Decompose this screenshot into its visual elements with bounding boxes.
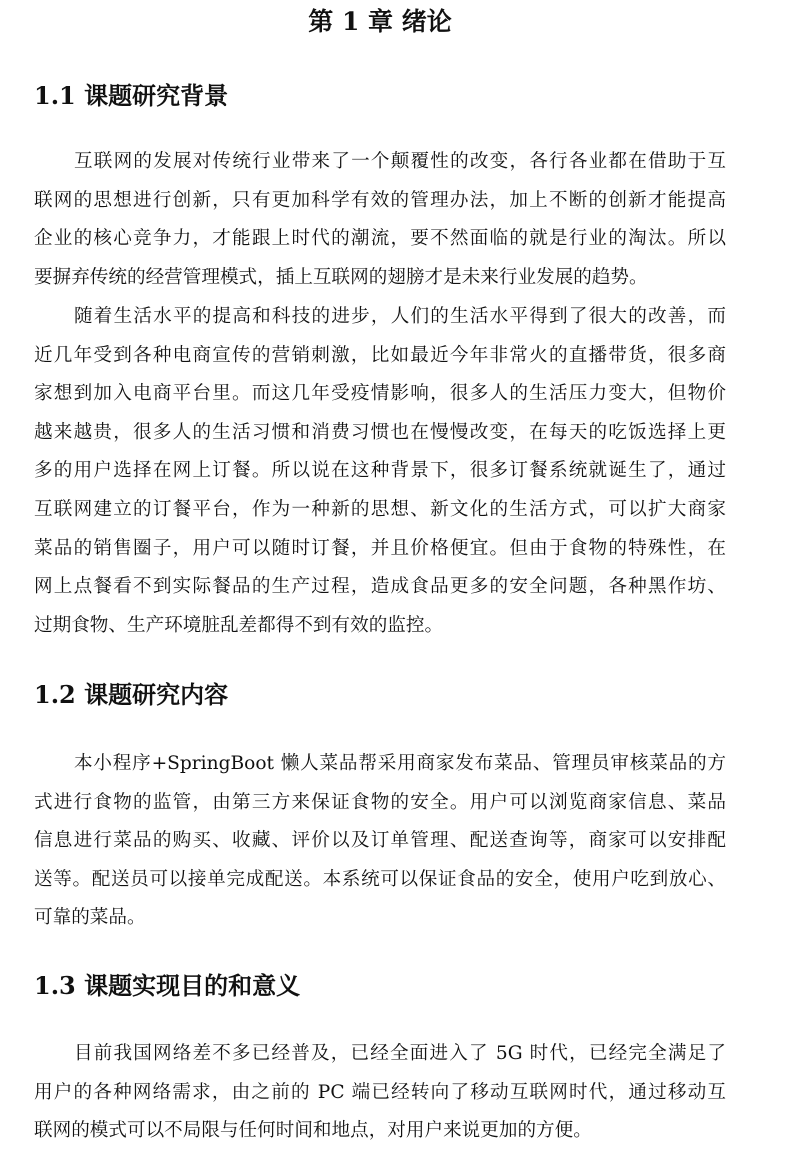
text-line: 联网的思想进行创新，只有更加科学有效的管理办法，加上不断的创新才能提高	[34, 189, 726, 211]
text-line: 越来越贵，很多人的生活习惯和消费习惯也在慢慢改变，在每天的吃饭选择上更	[34, 421, 726, 443]
text-line: 网上点餐看不到实际餐品的生产过程，造成食品更多的安全问题，各种黑作坊、	[34, 576, 726, 598]
text-line: 多的用户选择在网上订餐。所以说在这种背景下，很多订餐系统就诞生了，通过	[34, 460, 726, 482]
paragraph-1-1-a	[34, 143, 726, 297]
chapter-title: 第 1 章 绪论	[308, 7, 452, 36]
text-line: 随着生活水平的提高和科技的进步，人们的生活水平得到了很大的改善，而	[74, 306, 726, 327]
text-line: 式进行食物的监管，由第三方来保证食物的安全。用户可以浏览商家信息、菜品	[34, 791, 726, 813]
text-line: 菜品的销售圈子，用户可以随时订餐，并且价格便宜。但由于食物的特殊性，在	[34, 537, 726, 559]
paragraph-1-3-a	[34, 1035, 726, 1151]
text-line: 信息进行菜品的购买、收藏、评价以及订单管理、配送查询等，商家可以安排配	[34, 830, 726, 852]
text-line: 互联网的发展对传统行业带来了一个颠覆性的改变，各行各业都在借助于互	[74, 151, 726, 172]
text-line: 近几年受到各种电商宣传的营销刺激，比如最近今年非常火的直播带货，很多商	[34, 344, 726, 366]
paragraph-1-1-b	[34, 298, 726, 645]
text-line: 用户的各种网络需求，由之前的 PC 端已经转向了移动互联网时代，通过移动互	[34, 1081, 726, 1103]
text-line: 可靠的菜品。	[34, 907, 146, 929]
section-heading-1-1: 1.1 课题研究背景	[34, 81, 229, 110]
text-line: 送等。配送员可以接单完成配送。本系统可以保证食品的安全，使用户吃到放心、	[34, 868, 726, 890]
paragraph-1-2-a	[34, 745, 726, 938]
text-line: 过期食物、生产环境脏乱差都得不到有效的监控。	[34, 614, 444, 636]
text-line: 本小程序+SpringBoot 懒人菜品帮采用商家发布菜品、管理员审核菜品的方	[74, 753, 726, 774]
section-heading-1-2: 1.2 课题研究内容	[34, 680, 229, 709]
text-line: 家想到加入电商平台里。而这几年受疫情影响，很多人的生活压力变大，但物价	[34, 383, 726, 405]
text-line: 要摒弃传统的经营管理模式，插上互联网的翅膀才是未来行业发展的趋势。	[34, 266, 648, 288]
section-heading-1-3: 1.3 课题实现目的和意义	[34, 971, 301, 1000]
text-line: 企业的核心竞争力，才能跟上时代的潮流，要不然面临的就是行业的淘汰。所以	[34, 228, 726, 250]
text-line: 目前我国网络差不多已经普及，已经全面进入了 5G 时代，已经完全满足了	[74, 1043, 726, 1064]
text-line: 互联网建立的订餐平台，作为一种新的思想、新文化的生活方式，可以扩大商家	[34, 498, 726, 520]
text-line: 联网的模式可以不局限与任何时间和地点，对用户来说更加的方便。	[34, 1120, 592, 1142]
